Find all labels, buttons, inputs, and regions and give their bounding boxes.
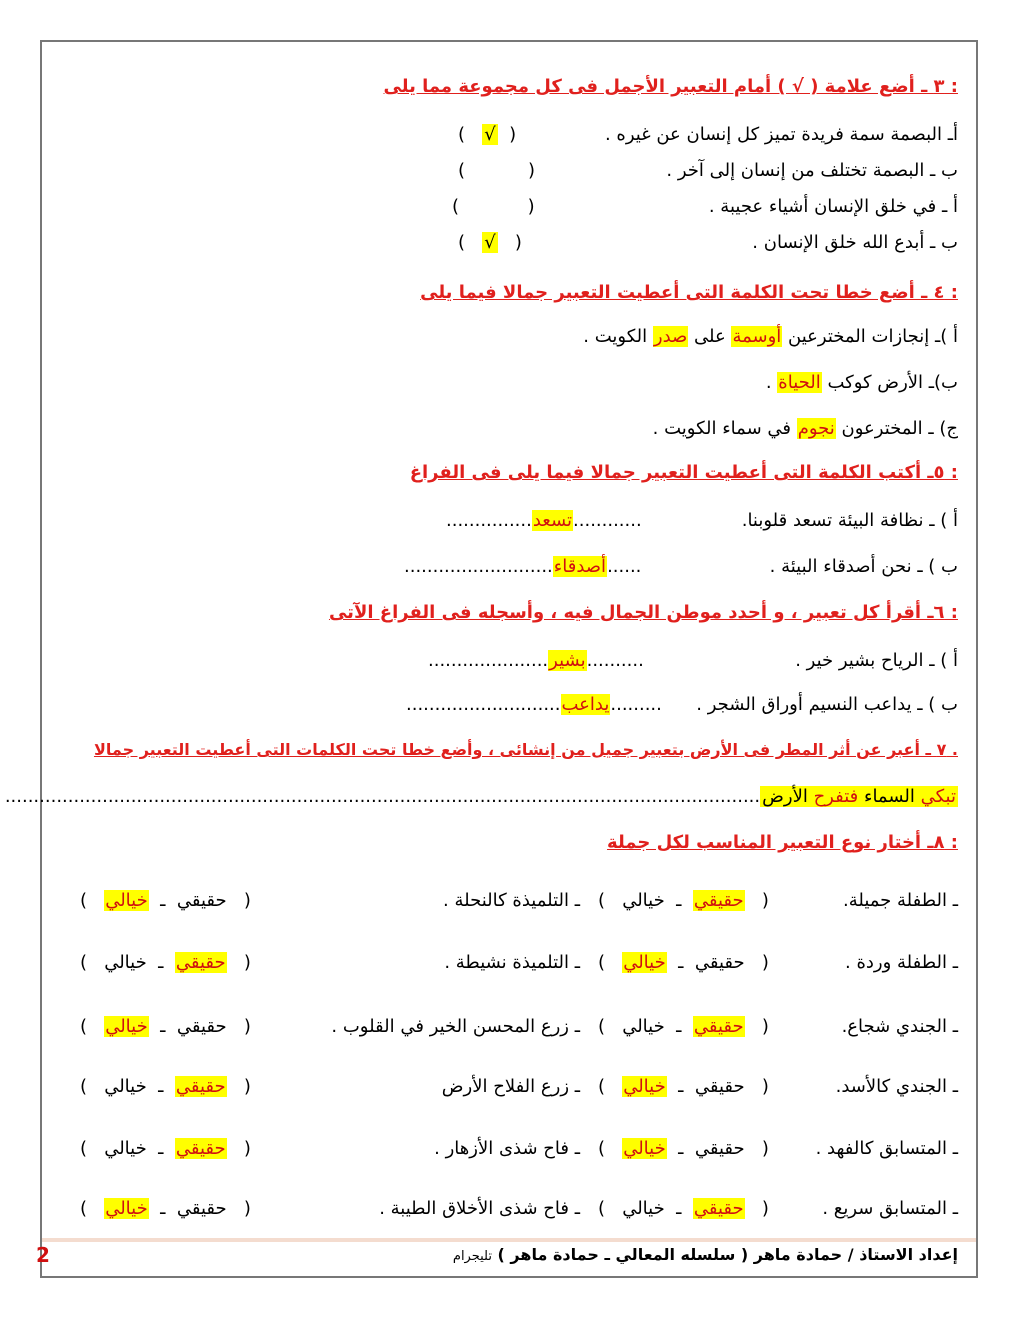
q5-answer-a[interactable]: ...............تسعد............ bbox=[446, 510, 642, 531]
q8-choice-2[interactable]: ( حقيقي ـ خيالي ) bbox=[80, 1016, 251, 1037]
q8-sentence-1: ـ الجندي شجاع. bbox=[841, 1016, 958, 1037]
choice-fantasy: خيالي bbox=[623, 1138, 666, 1159]
q8-choice-1[interactable]: ( حقيقي ـ خيالي ) bbox=[598, 1016, 769, 1037]
choice-real: حقيقي bbox=[694, 1076, 745, 1097]
q4-item-c: ج) ـ المخترعون نجوم في سماء الكويت . bbox=[652, 418, 958, 439]
q3-item-text: ب ـ البصمة تختلف من إنسان إلى آخر . bbox=[666, 160, 958, 181]
underlined-word: فتفرح bbox=[813, 786, 859, 807]
page-number: 2 bbox=[36, 1243, 50, 1267]
q4-item-b: ب)ـ الأرض كوكب الحياة . bbox=[765, 372, 958, 393]
q3-item-text: ب ـ أبدع الله خلق الإنسان . bbox=[752, 232, 958, 253]
q8-choice-2[interactable]: ( حقيقي ـ خيالي ) bbox=[80, 890, 251, 911]
choice-fantasy: خيالي bbox=[105, 1016, 148, 1037]
q5-title: ٥ـ أكتب الكلمة التى أعطيت التعبير جمالا فيما يلى فى الفراغ : bbox=[409, 462, 958, 483]
underlined-word: الحياة bbox=[778, 372, 821, 393]
q3-item-3-box[interactable]: ( ) bbox=[452, 196, 535, 217]
choice-fantasy: خيالي bbox=[104, 1138, 147, 1159]
choice-fantasy: خيالي bbox=[623, 952, 666, 973]
q6-answer-b[interactable]: ...........................يداعب......... bbox=[406, 694, 662, 715]
q3-item-2 bbox=[666, 160, 958, 181]
q8-choice-1[interactable]: ( حقيقي ـ خيالي ) bbox=[598, 1076, 769, 1097]
q8-sentence-2: ـ زرع الفلاح الأرض bbox=[441, 1076, 580, 1097]
choice-real: حقيقي bbox=[176, 1198, 227, 1219]
q8-choice-1[interactable]: ( حقيقي ـ خيالي ) bbox=[598, 952, 769, 973]
check-mark: √ bbox=[484, 124, 496, 145]
answer-word: أصدقاء bbox=[553, 556, 607, 577]
underlined-word: أوسمة bbox=[732, 326, 782, 347]
q8-sentence-1: ـ الطفلة جميلة. bbox=[843, 890, 958, 911]
q8-sentence-2: ـ فاح شذى الأزهار . bbox=[434, 1138, 580, 1159]
q8-sentence-2: ـ زرع المحسن الخير في القلوب . bbox=[331, 1016, 580, 1037]
q3-item-text: أـ البصمة سمة فريدة تميز كل إنسان عن غيره . bbox=[604, 124, 958, 145]
underlined-word: نجوم bbox=[797, 418, 835, 439]
q8-choice-2[interactable]: ( حقيقي ـ خيالي ) bbox=[80, 952, 251, 973]
answer-word: بشير bbox=[549, 650, 586, 671]
q8-sentence-1: ـ المتسابق كالفهد . bbox=[815, 1138, 958, 1159]
choice-real: حقيقي bbox=[694, 1138, 745, 1159]
check-mark: √ bbox=[484, 232, 496, 253]
footer-telegram: تليجرام bbox=[452, 1249, 492, 1264]
q6-answer-a[interactable]: .....................بشير.......... bbox=[428, 650, 644, 671]
q3-item-4-box[interactable]: ( √ ) bbox=[458, 232, 522, 253]
choice-real: حقيقي bbox=[176, 1016, 227, 1037]
choice-fantasy: خيالي bbox=[622, 1198, 665, 1219]
q3-title: ٣ ـ أضع علامة ( √ ) أمام التعبير الأجمل فى كل مجموعة مما يلى : bbox=[383, 76, 958, 97]
choice-fantasy: خيالي bbox=[622, 1016, 665, 1037]
q3-item-2-box[interactable]: ( ) bbox=[458, 160, 535, 181]
choice-fantasy: خيالي bbox=[622, 890, 665, 911]
choice-real: حقيقي bbox=[693, 890, 744, 911]
q8-sentence-2: ـ فاح شذى الأخلاق الطيبة . bbox=[379, 1198, 580, 1219]
footer-credit: إعداد الاستاذ / حمادة ماهر ( سلسله المعالي ـ حمادة ماهر ) bbox=[497, 1245, 958, 1264]
q3-item-text: أ ـ في خلق الإنسان أشياء عجيبة . bbox=[708, 196, 958, 217]
choice-real: حقيقي bbox=[693, 1016, 744, 1037]
choice-real: حقيقي bbox=[175, 1076, 226, 1097]
q8-sentence-1: ـ الطفلة وردة . bbox=[845, 952, 958, 973]
choice-fantasy: خيالي bbox=[105, 890, 148, 911]
q8-choice-2[interactable]: ( حقيقي ـ خيالي ) bbox=[80, 1138, 251, 1159]
footer bbox=[453, 1245, 958, 1264]
choice-fantasy: خيالي bbox=[105, 1198, 148, 1219]
footer-rule bbox=[42, 1238, 976, 1242]
q8-choice-2[interactable]: ( حقيقي ـ خيالي ) bbox=[80, 1198, 251, 1219]
q7-title: ٧ ـ أعبر عن أثر المطر فى الأرض بتعبير جميل من إنشائى ، وأضع خطا تحت الكلمات التى أعطيت التعبير جمالا . bbox=[93, 740, 958, 759]
q6-item-a: أ ) ـ الرياح بشير خير . bbox=[795, 650, 958, 671]
choice-real: حقيقي bbox=[176, 890, 227, 911]
choice-fantasy: خيالي bbox=[104, 952, 147, 973]
q4-title: ٤ ـ أضع خطا تحت الكلمة التى أعطيت التعبير جمالا فيما يلى : bbox=[420, 282, 958, 303]
answer-word: تسعد bbox=[532, 510, 573, 531]
q6-title: ٦ـ أقرأ كل تعبير ، و أحدد موطن الجمال فيه ، وأسجله فى الفراغ الآتى : bbox=[328, 602, 958, 623]
q8-sentence-2: ـ التلميذة كالنحلة . bbox=[443, 890, 580, 911]
q8-choice-2[interactable]: ( حقيقي ـ خيالي ) bbox=[80, 1076, 251, 1097]
q8-choice-1[interactable]: ( حقيقي ـ خيالي ) bbox=[598, 1138, 769, 1159]
q7-answer-line[interactable]: تبكي السماء فتفرح الأرض.................................................................................................................................... bbox=[4, 786, 956, 807]
underlined-word: تبكي bbox=[920, 786, 956, 807]
q8-choice-1[interactable]: ( حقيقي ـ خيالي ) bbox=[598, 1198, 769, 1219]
q8-sentence-1: ـ المتسابق سريع . bbox=[822, 1198, 958, 1219]
q8-title: ٨ـ أختار نوع التعبير المناسب لكل جملة : bbox=[607, 832, 958, 853]
answer-word: يداعب bbox=[561, 694, 610, 715]
choice-real: حقيقي bbox=[175, 1138, 226, 1159]
q5-item-a: أ ) ـ نظافة البيئة تسعد قلوبنا. bbox=[741, 510, 958, 531]
q5-answer-b[interactable]: ..........................أصدقاء...... bbox=[404, 556, 642, 577]
q8-sentence-2: ـ التلميذة نشيطة . bbox=[444, 952, 580, 973]
q6-item-b: ب ) ـ يداعب النسيم أوراق الشجر . bbox=[696, 694, 958, 715]
q3-item-4 bbox=[752, 232, 958, 253]
q3-item-1 bbox=[458, 124, 958, 145]
q3-item-1-box[interactable]: ( √ ) bbox=[458, 124, 517, 145]
q8-choice-1[interactable]: ( حقيقي ـ خيالي ) bbox=[598, 890, 769, 911]
choice-real: حقيقي bbox=[694, 952, 745, 973]
q8-sentence-1: ـ الجندي كالأسد. bbox=[835, 1076, 958, 1097]
q5-item-b: ب ) ـ نحن أصدقاء البيئة . bbox=[769, 556, 958, 577]
q3-item-3 bbox=[709, 196, 958, 217]
choice-real: حقيقي bbox=[175, 952, 226, 973]
q4-item-a: أ )ـ إنجازات المخترعين أوسمة على صدر الكويت . bbox=[583, 326, 958, 347]
choice-fantasy: خيالي bbox=[104, 1076, 147, 1097]
underlined-word: صدر bbox=[653, 326, 688, 347]
choice-fantasy: خيالي bbox=[623, 1076, 666, 1097]
choice-real: حقيقي bbox=[693, 1198, 744, 1219]
